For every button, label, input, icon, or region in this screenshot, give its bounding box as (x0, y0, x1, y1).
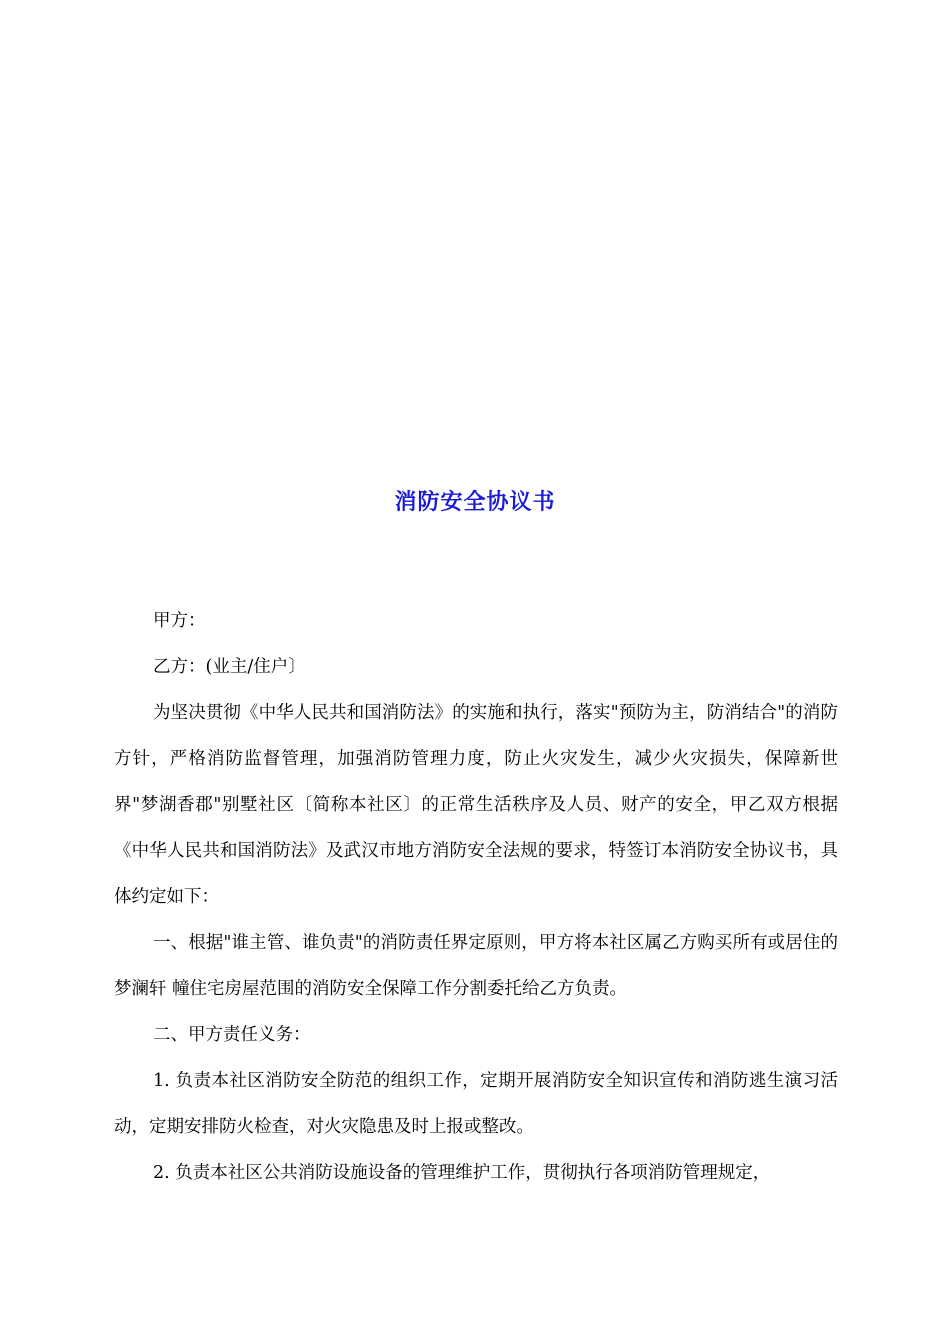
clause-2-item-1: 1. 负责本社区消防安全防范的组织工作，定期开展消防安全知识宣传和消防逃生演习活动，定期安排防火检查，对火灾隐患及时上报或整改。 (114, 1071, 838, 1137)
party-b-line: 乙方：(业主/住户〕 (153, 657, 306, 677)
clause-1-paragraph: 一、根据"谁主管、谁负责"的消防责任界定原则，甲方将本社区属乙方购买所有或居住的梦澜轩 幢住宅房屋范围的消防安全保障工作分割委托给乙方负责。 (114, 933, 838, 999)
clause-2-item-2: 2. 负责本社区公共消防设施设备的管理维护工作，贯彻执行各项消防管理规定， (153, 1163, 771, 1183)
document-title: 消防安全协议书 (394, 490, 556, 515)
party-a-line: 甲方： (153, 611, 206, 631)
clause-2-heading: 二、甲方责任义务： (153, 1025, 311, 1045)
document-body (114, 598, 838, 1196)
preamble-paragraph: 为坚决贯彻《中华人民共和国消防法》的实施和执行，落实"预防为主，防消结合"的消防方针，严格消防监督管理，加强消防管理力度，防止火灾发生，减少火灾损失，保障新世界"梦湖香郡"别墅社区〔简称本社区〕的正常生活秩序及人员、财产的安全，甲乙双方根据《中华人民共和国消防法》及武汉市地方消防安全法规的要求，特签订本消防安全协议书，具体约定如下： (114, 703, 838, 907)
